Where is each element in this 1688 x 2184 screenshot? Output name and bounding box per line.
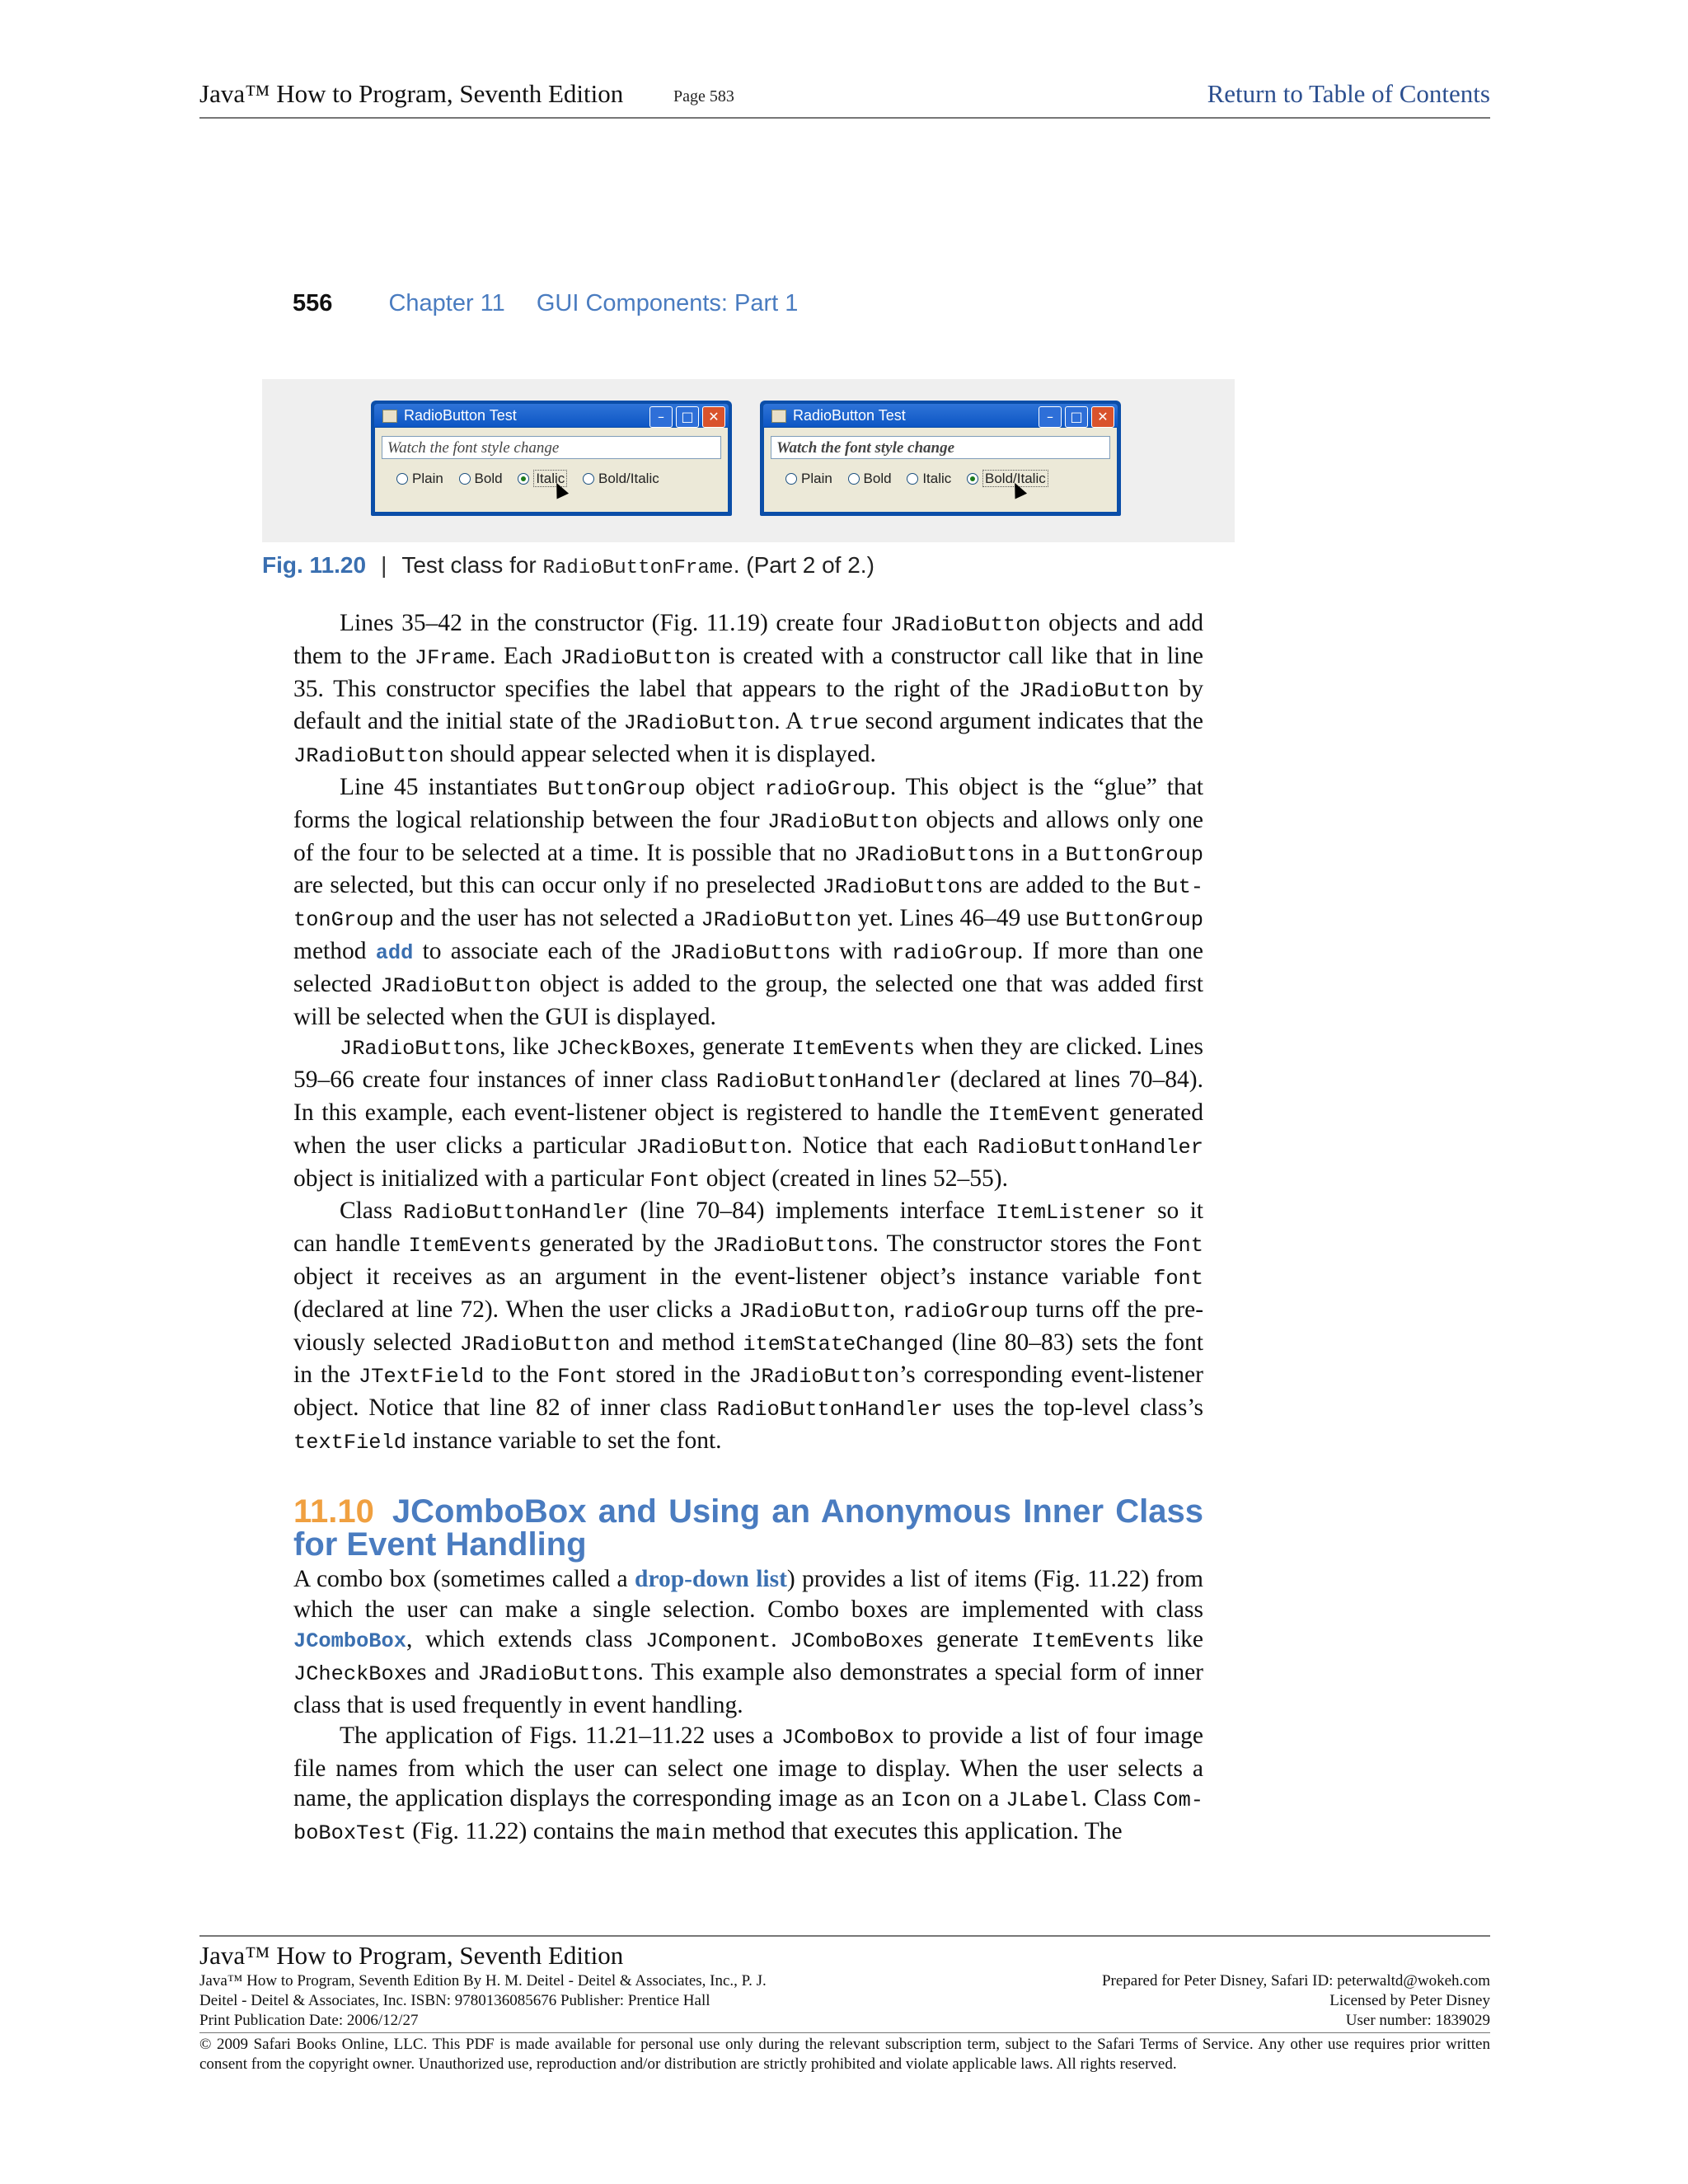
app-icon [382, 410, 397, 423]
toc-link[interactable]: Return to Table of Contents [1207, 79, 1490, 108]
radio-window-1 [371, 401, 732, 516]
page-footer: Java™ How to Program, Seventh Edition Java™ How to Program, Seventh Edition By H. M. Deitel - Deitel & Associates, Inc., P. J. Prepared for Peter Disney, Safari ID: peterwaltd@wokeh.com Deitel - Deitel & Associates, Inc. ISBN: 9780136085676 Publisher: Prentice Hall Licensed by Peter Disney Print Publication Date: 2006/12/27 User number: 1839029 © 2009 Safari Books Online, LLC. This PDF is made available for personal use only during the relevant subscription term, subject to the Safari Terms of Service. Any other use requires prior written consent from the copyright owner. Unauthorized use, reproduction and/or distribution are strictly prohibited and violate applicable laws. All rights reserved. [199, 1935, 1490, 2074]
close-icon[interactable]: ✕ [1091, 406, 1114, 428]
minimize-icon[interactable]: – [1039, 406, 1062, 428]
figure-label: Fig. 11.20 [262, 552, 367, 578]
figure-caption: Fig. 11.20 | Test class for RadioButtonFrame. (Part 2 of 2.) [262, 552, 874, 579]
radio-group [396, 471, 671, 487]
radio-icon [396, 473, 408, 485]
page-header [199, 76, 1490, 119]
window-body [375, 428, 728, 512]
radio-bold-italic[interactable]: Bold/Italic [583, 471, 659, 486]
radio-selected-icon [967, 473, 978, 485]
figure-screenshots [262, 379, 1235, 542]
title-bar [374, 404, 729, 427]
chapter-label: Chapter 11 [388, 290, 505, 316]
paragraph: The application of Figs. 11.21–11.22 uses a JComboBox to provide a list of four image file names from which the user can select one image to display. When the user selects a name, the application displays the corresponding image as an Icon on a JLabel. Class Com-boBoxTest (Fig. 11.22) contains the main method that executes this application. The [293, 1722, 1204, 1846]
running-head [293, 290, 798, 317]
radio-icon [907, 473, 918, 485]
section-heading [293, 1495, 1203, 1561]
minimize-icon[interactable]: – [649, 406, 673, 428]
radio-icon [848, 473, 860, 485]
app-icon [771, 410, 786, 423]
radio-icon [459, 473, 471, 485]
radio-plain[interactable]: Plain [396, 471, 443, 486]
paragraph: JRadioButtons, like JCheckBoxes, generate ItemEvents when they are clicked. Lines 59–66 create four instances of inner class RadioButtonHandler (declared at lines 70–84). In this example, each event-listener object is registered to handle the ItemEvent generated when the user clicks a particular JRadioButton. Notice that each RadioButtonHandler object is initialized with a particular Font object (created in lines 52–55). [293, 1033, 1204, 1193]
maximize-icon[interactable]: □ [1065, 406, 1088, 428]
radio-plain[interactable]: Plain [785, 471, 832, 486]
section-title: JComboBox and Using an Anonymous Inner Class for Event Handling [293, 1493, 1203, 1563]
chapter-title: GUI Components: Part 1 [536, 290, 799, 316]
radio-window-2 [760, 401, 1121, 516]
text-field[interactable]: Watch the font style change [382, 436, 721, 459]
section-number: 11.10 [293, 1493, 374, 1530]
page-label: Page 583 [673, 87, 734, 105]
title-bar [763, 404, 1118, 427]
footer-book-title: Java™ How to Program, Seventh Edition [199, 1941, 624, 1970]
radio-italic[interactable]: Italic [907, 471, 951, 486]
close-icon[interactable]: ✕ [702, 406, 725, 428]
window-body [764, 428, 1117, 512]
paragraph: A combo box (sometimes called a drop-down list) provides a list of items (Fig. 11.22) from which the user can make a single selection. Combo boxes are implemented with class JComboBox, which extends class JComponent. JComboBoxes generate ItemEvents like JCheckBoxes and JRadioButtons. This example also demonstrates a special form of inner class that is used frequently in event handling. [293, 1565, 1204, 1718]
book-title: Java™ How to Program, Seventh Edition [199, 79, 624, 108]
radio-icon [583, 473, 594, 485]
window-title: RadioButton Test [793, 407, 906, 424]
radio-bold-italic[interactable]: Bold/Italic [967, 471, 1048, 486]
paragraph: Lines 35–42 in the constructor (Fig. 11.19) create four JRadioButton objects and add them to the JFrame. Each JRadioButton is created with a constructor call like that in line 35. This constructor specifies the label that appears to the right of the JRadioButton by default and the initial state of the JRadioButton. A true second argument indicates that the JRadioButton should appear selected when it is displayed. [293, 610, 1203, 769]
radio-icon [785, 473, 797, 485]
copyright-notice: © 2009 Safari Books Online, LLC. This PDF is made available for personal use only during the relevant subscription term, subject to the Safari Terms of Service. Any other use requires prior written consent from the copyright owner. Unauthorized use, reproduction and/or distribution are strictly prohibited and violate applicable laws. All rights reserved. [199, 2032, 1490, 2074]
maximize-icon[interactable]: □ [676, 406, 699, 428]
radio-italic[interactable]: Italic [518, 471, 567, 486]
paragraph: Class RadioButtonHandler (line 70–84) implements interface ItemListener so it can handle ItemEvents generated by the JRadioButtons. The constructor stores the Font object it receives as an argument in the event-listener object’s instance variable font (declared at line 72). When the user clicks a JRadioButton, radioGroup turns off the pre-viously selected JRadioButton and method itemStateChanged (line 80–83) sets the font in the JTextField to the Font stored in the JRadioButton’s corresponding event-listener object. Notice that line 82 of inner class RadioButtonHandler uses the top-level class’s textField instance variable to set the font. [293, 1197, 1204, 1455]
paragraph: Line 45 instantiates ButtonGroup object radioGroup. This object is the “glue” that forms the logical relationship between the four JRadioButton objects and allows only one of the four to be selected at a time. It is possible that no JRadioButtons in a ButtonGroup are selected, but this can occur only if no preselected JRadioButtons are added to the But-tonGroup and the user has not selected a JRadioButton yet. Lines 46–49 use ButtonGroup method add to associate each of the JRadioButtons with radioGroup. If more than one selected JRadioButton object is added to the group, the selected one that was added first will be selected when the GUI is displayed. [293, 773, 1204, 1030]
radio-bold[interactable]: Bold [459, 471, 503, 486]
radio-bold[interactable]: Bold [848, 471, 892, 486]
window-title: RadioButton Test [404, 407, 517, 424]
text-field[interactable]: Watch the font style change [771, 436, 1110, 459]
radio-selected-icon [518, 473, 529, 485]
body-text [293, 608, 1203, 1849]
page-number: 556 [293, 290, 333, 316]
